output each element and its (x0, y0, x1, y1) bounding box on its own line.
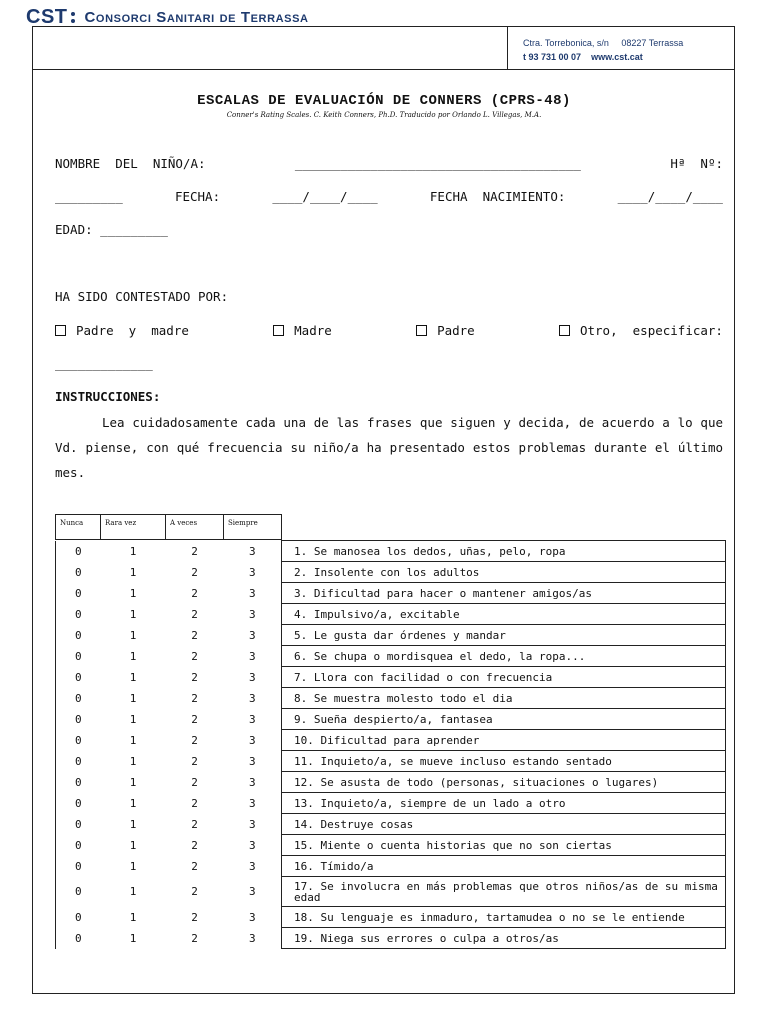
scale-value-cell[interactable]: 0 (56, 835, 101, 856)
item-text: 6. Se chupa o mordisquea el dedo, la ropa... (282, 646, 726, 667)
page-title: ESCALAS DE EVALUACIÓN DE CONNERS (CPRS-48) (197, 93, 571, 109)
phone: t 93 731 00 07 (523, 52, 582, 62)
option-padre-y-madre[interactable] (55, 323, 189, 338)
scale-value-cell[interactable]: 1 (129, 859, 137, 873)
logo-name: Consorci Sanitari de Terrassa (84, 9, 309, 26)
item-text: 10. Dificultad para aprender (282, 730, 726, 751)
item-text: 18. Su lenguaje es inmaduro, tartamudea o no se le entiende (282, 907, 726, 928)
header-rara-vez: Rara vez (101, 515, 166, 540)
table-row (56, 583, 726, 604)
checkbox-icon[interactable] (273, 325, 284, 336)
table-row (56, 772, 726, 793)
option-madre[interactable] (273, 323, 332, 338)
scale-value-cell[interactable]: 2 (191, 691, 198, 705)
hc-field[interactable]: _________ (55, 189, 123, 204)
nombre-field[interactable]: ______________________________________ (294, 156, 581, 171)
scale-value-cell[interactable]: 3 (248, 628, 256, 642)
items-table (55, 540, 726, 949)
scale-value-cell[interactable]: 2 (191, 817, 198, 831)
nombre-row (55, 156, 723, 171)
scale-value-cell[interactable]: 0 (56, 751, 101, 772)
table-row (56, 856, 726, 877)
scale-value-cell[interactable]: 3 (248, 754, 256, 768)
scale-value-cell[interactable]: 3 (248, 733, 256, 747)
fecha-row (55, 189, 723, 204)
scale-value-cell[interactable]: 1 (129, 885, 137, 898)
header-siempre: Siempre (224, 515, 282, 540)
scale-value-cell[interactable]: 3 (248, 775, 256, 789)
table-row (56, 562, 726, 583)
option-label: Padre (437, 323, 475, 338)
scale-value-cell[interactable]: 2 (191, 586, 198, 600)
item-text: 1. Se manosea los dedos, uñas, pelo, ropa (282, 541, 726, 562)
respondent-options (55, 323, 723, 338)
scale-value-cell[interactable]: 1 (129, 796, 137, 810)
scale-value-cell[interactable]: 1 (129, 691, 137, 705)
scale-value-cell[interactable]: 2 (191, 607, 198, 621)
edad-label: EDAD: (55, 222, 93, 237)
scale-value-cell[interactable]: 3 (248, 712, 256, 726)
scale-value-cell[interactable]: 1 (129, 565, 137, 579)
scale-value-cell[interactable]: 1 (129, 910, 137, 924)
option-label: Otro, especificar: (579, 323, 723, 338)
page-subtitle: Conner's Rating Scales. C. Keith Conners, Ph.D. Traducido por Orlando L. Villegas, M.A. (226, 111, 542, 119)
item-text: 5. Le gusta dar órdenes y mandar (282, 625, 726, 646)
table-row (56, 793, 726, 814)
item-text: 16. Tímido/a (282, 856, 726, 877)
scale-value-cell[interactable]: 2 (191, 931, 198, 945)
scale-value-cell[interactable]: 0 (56, 604, 101, 625)
scale-value-cell[interactable]: 0 (56, 562, 101, 583)
checkbox-icon[interactable] (55, 325, 66, 336)
scale-value-cell[interactable]: 0 (56, 814, 101, 835)
scale-value-cell[interactable]: 3 (248, 691, 256, 705)
nombre-label: NOMBRE DEL NIÑO/A: (55, 156, 206, 171)
logo-mark: CST (26, 6, 68, 28)
scale-value-cell[interactable]: 0 (56, 625, 101, 646)
scale-value-cell[interactable]: 1 (129, 607, 137, 621)
scale-value-cell[interactable]: 0 (56, 646, 101, 667)
scale-value-cell[interactable]: 2 (191, 838, 198, 852)
cst-logo (26, 6, 309, 29)
header-nunca: Nunca (56, 515, 101, 540)
scale-value-cell[interactable]: 2 (191, 712, 198, 726)
header-a-veces: A veces (166, 515, 224, 540)
scale-value-cell[interactable]: 0 (56, 709, 101, 730)
scale-value-cell[interactable]: 2 (191, 885, 198, 898)
scale-value-cell[interactable]: 3 (248, 859, 256, 873)
scale-value-cell[interactable]: 3 (248, 544, 256, 558)
table-row (56, 730, 726, 751)
scale-value-cell[interactable]: 3 (248, 817, 256, 831)
scale-value-cell[interactable]: 1 (129, 586, 137, 600)
table-row (56, 688, 726, 709)
nacimiento-label: FECHA NACIMIENTO: (429, 189, 566, 204)
edad-field[interactable]: _________ (100, 222, 168, 237)
scale-value-cell[interactable]: 2 (191, 628, 198, 642)
otro-field[interactable]: _____________ (55, 356, 153, 371)
table-row (56, 751, 726, 772)
item-text: 17. Se involucra en más problemas que otros niños/as de su misma edad (282, 877, 726, 907)
scale-value-cell[interactable]: 3 (248, 885, 256, 898)
table-row (56, 907, 726, 928)
scale-value-cell[interactable]: 0 (56, 793, 101, 814)
item-text: 4. Impulsivo/a, excitable (282, 604, 726, 625)
checkbox-icon[interactable] (559, 325, 570, 336)
scale-value-cell[interactable]: 1 (129, 838, 137, 852)
table-row (56, 646, 726, 667)
scale-value-cell[interactable]: 0 (56, 877, 101, 907)
scale-value-cell[interactable]: 3 (248, 931, 256, 945)
scale-value-cell[interactable]: 3 (248, 838, 256, 852)
nacimiento-field[interactable]: ____/____/____ (617, 189, 723, 204)
option-label: Padre y madre (76, 323, 189, 338)
scale-value-cell[interactable]: 0 (56, 688, 101, 709)
scale-value-cell[interactable]: 1 (129, 775, 137, 789)
logo-dots-icon (71, 12, 75, 23)
table-row (56, 928, 726, 949)
table-row (56, 709, 726, 730)
contestado-label: HA SIDO CONTESTADO POR: (55, 289, 229, 304)
hc-label: Hª Nº: (670, 156, 723, 171)
scale-value-cell[interactable]: 3 (248, 565, 256, 579)
fecha-field[interactable]: ____/____/____ (272, 189, 378, 204)
item-text: 9. Sueña despierto/a, fantasea (282, 709, 726, 730)
website: www.cst.cat (591, 52, 643, 62)
scale-value-cell[interactable]: 1 (129, 733, 137, 747)
scale-value-cell[interactable]: 2 (191, 670, 198, 684)
option-padre[interactable] (416, 323, 475, 338)
scale-value-cell[interactable]: 0 (56, 541, 101, 562)
scale-value-cell[interactable]: 0 (56, 928, 101, 949)
item-text: 14. Destruye cosas (282, 814, 726, 835)
scale-value-cell[interactable]: 0 (56, 583, 101, 604)
item-text: 13. Inquieto/a, siempre de un lado a otro (282, 793, 726, 814)
letterhead-address (523, 36, 683, 64)
scale-value-cell[interactable]: 2 (191, 859, 198, 873)
edad-row (55, 222, 168, 237)
scale-value-cell[interactable]: 3 (248, 607, 256, 621)
scale-value-cell[interactable]: 1 (129, 649, 137, 663)
scale-value-cell[interactable]: 2 (191, 649, 198, 663)
scale-value-cell[interactable]: 2 (191, 910, 198, 924)
item-text: 7. Llora con facilidad o con frecuencia (282, 667, 726, 688)
item-text: 19. Niega sus errores o culpa a otros/as (282, 928, 726, 949)
item-text: 15. Miente o cuenta historias que no son ciertas (282, 835, 726, 856)
checkbox-icon[interactable] (416, 325, 427, 336)
table-row (56, 877, 726, 907)
table-row (56, 835, 726, 856)
scale-value-cell[interactable]: 2 (191, 544, 198, 558)
item-text: 2. Insolente con los adultos (282, 562, 726, 583)
scale-value-cell[interactable]: 0 (56, 772, 101, 793)
instructions-text: Lea cuidadosamente cada una de las frases que siguen y decida, de acuerdo a lo que Vd. piense, con qué frecuencia su niño/a ha presentado estos problemas durante el último mes. (55, 415, 723, 480)
scale-value-cell[interactable]: 1 (129, 931, 137, 945)
scale-value-cell[interactable]: 1 (129, 712, 137, 726)
table-row (56, 667, 726, 688)
scale-value-cell[interactable]: 3 (248, 586, 256, 600)
scale-value-cell[interactable]: 3 (248, 649, 256, 663)
item-text: 12. Se asusta de todo (personas, situaciones o lugares) (282, 772, 726, 793)
scale-value-cell[interactable]: 0 (56, 730, 101, 751)
instructions-heading: INSTRUCCIONES: (55, 389, 161, 404)
item-text: 8. Se muestra molesto todo el dia (282, 688, 726, 709)
letterhead-divider (507, 26, 508, 70)
item-text: 3. Dificultad para hacer o mantener amigos/as (282, 583, 726, 604)
table-row (56, 625, 726, 646)
address-line: Ctra. Torrebonica, s/n 08227 Terrassa (523, 38, 684, 48)
table-row (56, 604, 726, 625)
scale-value-cell[interactable]: 2 (191, 565, 198, 579)
scale-value-cell[interactable]: 1 (129, 817, 137, 831)
scale-value-cell[interactable]: 0 (56, 907, 101, 928)
scale-value-cell[interactable]: 1 (129, 754, 137, 768)
scale-value-cell[interactable]: 1 (129, 628, 137, 642)
item-text: 11. Inquieto/a, se mueve incluso estando sentado (282, 751, 726, 772)
scale-value-cell[interactable]: 2 (191, 733, 198, 747)
scale-value-cell[interactable]: 2 (191, 775, 198, 789)
option-otro[interactable] (559, 323, 723, 338)
table-row (56, 814, 726, 835)
scale-value-cell[interactable]: 2 (191, 796, 198, 810)
scale-value-cell[interactable]: 3 (248, 910, 256, 924)
fecha-label: FECHA: (174, 189, 221, 204)
table-row (56, 541, 726, 562)
scale-header (55, 514, 282, 540)
scale-value-cell[interactable]: 3 (248, 670, 256, 684)
option-label: Madre (294, 323, 332, 338)
scale-value-cell[interactable]: 0 (56, 856, 101, 877)
scale-value-cell[interactable]: 2 (191, 754, 198, 768)
scale-value-cell[interactable]: 1 (129, 544, 137, 558)
scale-value-cell[interactable]: 0 (56, 667, 101, 688)
scale-value-cell[interactable]: 1 (129, 670, 137, 684)
scale-value-cell[interactable]: 3 (248, 796, 256, 810)
